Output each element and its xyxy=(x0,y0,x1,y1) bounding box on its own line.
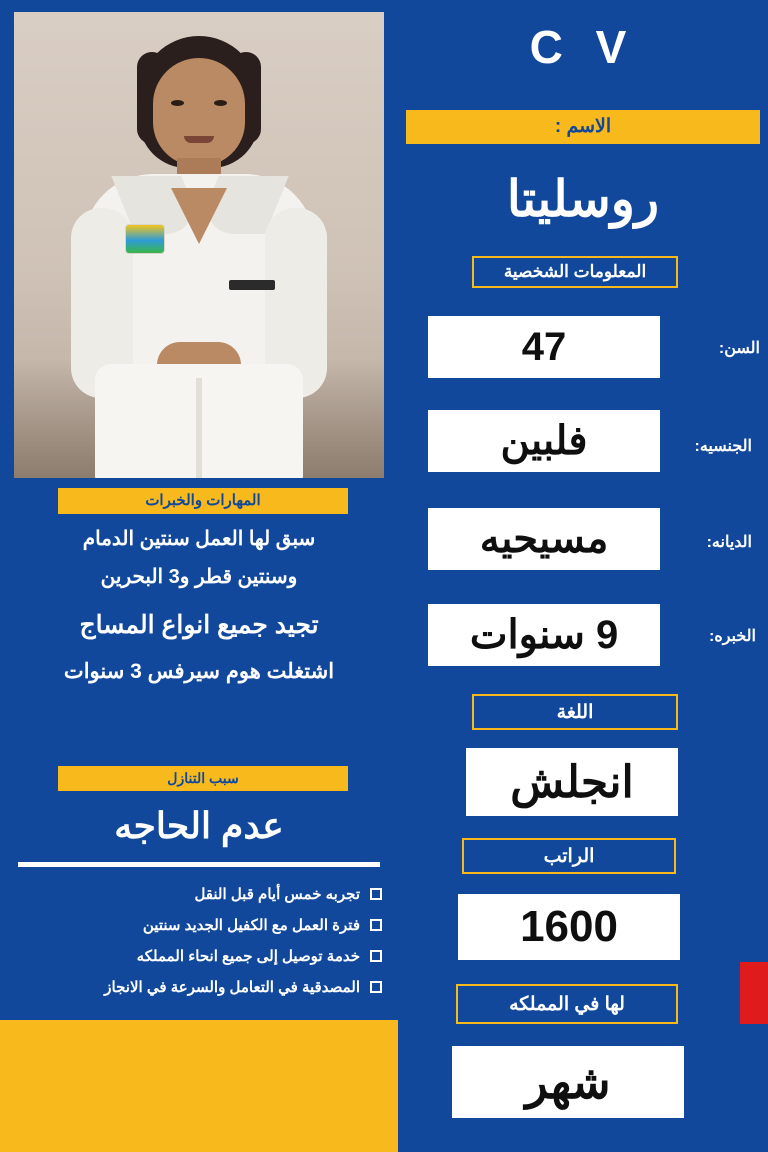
mouth-shape xyxy=(184,136,214,143)
skills-line-1: سبق لها العمل سنتين الدمام xyxy=(82,528,316,550)
reason-heading: سبب التنازل xyxy=(58,766,348,791)
list-item xyxy=(16,971,382,1002)
features-list xyxy=(16,878,382,1002)
personal-info-heading: المعلومات الشخصية xyxy=(472,256,678,288)
eye-left xyxy=(171,100,184,106)
feature-text: فترة العمل مع الكفيل الجديد سنتين xyxy=(142,916,360,934)
salary-value: 1600 xyxy=(458,894,680,960)
bullet-square-icon xyxy=(370,950,382,962)
nationality-label: الجنسيه: xyxy=(694,438,752,455)
divider xyxy=(18,862,380,867)
experience-label: الخبره: xyxy=(708,628,756,645)
eye-right xyxy=(214,100,227,106)
bullet-square-icon xyxy=(370,981,382,993)
age-value: 47 xyxy=(428,316,660,378)
bullet-square-icon xyxy=(370,888,382,900)
language-value: انجلش xyxy=(466,748,678,816)
page-title: C V xyxy=(529,21,637,73)
feature-text: تجربه خمس أيام قبل النقل xyxy=(194,885,360,903)
name-label: الاسم : xyxy=(406,110,760,144)
uniform-badge-icon xyxy=(125,224,165,254)
list-item xyxy=(16,909,382,940)
skills-body xyxy=(8,520,390,694)
skills-line-2: وسنتين قطر و3 البحرين xyxy=(100,566,298,588)
feature-text: المصدقية في التعامل والسرعة في الانجاز xyxy=(104,978,360,996)
pocket-tag xyxy=(229,280,275,290)
name-value: روسليتا xyxy=(506,171,660,227)
list-item xyxy=(16,940,382,971)
in-kingdom-heading: لها في المملكه xyxy=(456,984,678,1024)
bullet-square-icon xyxy=(370,919,382,931)
in-kingdom-value: شهر xyxy=(452,1046,684,1118)
skills-heading: المهارات والخبرات xyxy=(58,488,348,514)
age-label: السن: xyxy=(718,340,760,357)
reason-value: عدم الحاجه xyxy=(114,805,284,846)
uniform-trousers xyxy=(95,364,303,478)
list-item xyxy=(16,878,382,909)
feature-text: خدمة توصيل إلى جميع انحاء المملكه xyxy=(136,947,360,965)
candidate-photo xyxy=(14,12,384,478)
skills-line-4: اشتغلت هوم سيرفس 3 سنوات xyxy=(63,660,335,683)
religion-label: الديانه: xyxy=(706,534,752,551)
face-shape xyxy=(153,58,245,166)
experience-value: 9 سنوات xyxy=(428,604,660,666)
nationality-value: فلبين xyxy=(428,410,660,472)
salary-heading: الراتب xyxy=(462,838,676,874)
religion-value: مسيحيه xyxy=(428,508,660,570)
person-silhouette xyxy=(14,12,384,478)
language-heading: اللغة xyxy=(472,694,678,730)
bottom-accent-band xyxy=(0,1020,398,1152)
red-edge-mark xyxy=(740,962,768,1024)
skills-line-3: تجيد جميع انواع المساج xyxy=(79,611,319,639)
